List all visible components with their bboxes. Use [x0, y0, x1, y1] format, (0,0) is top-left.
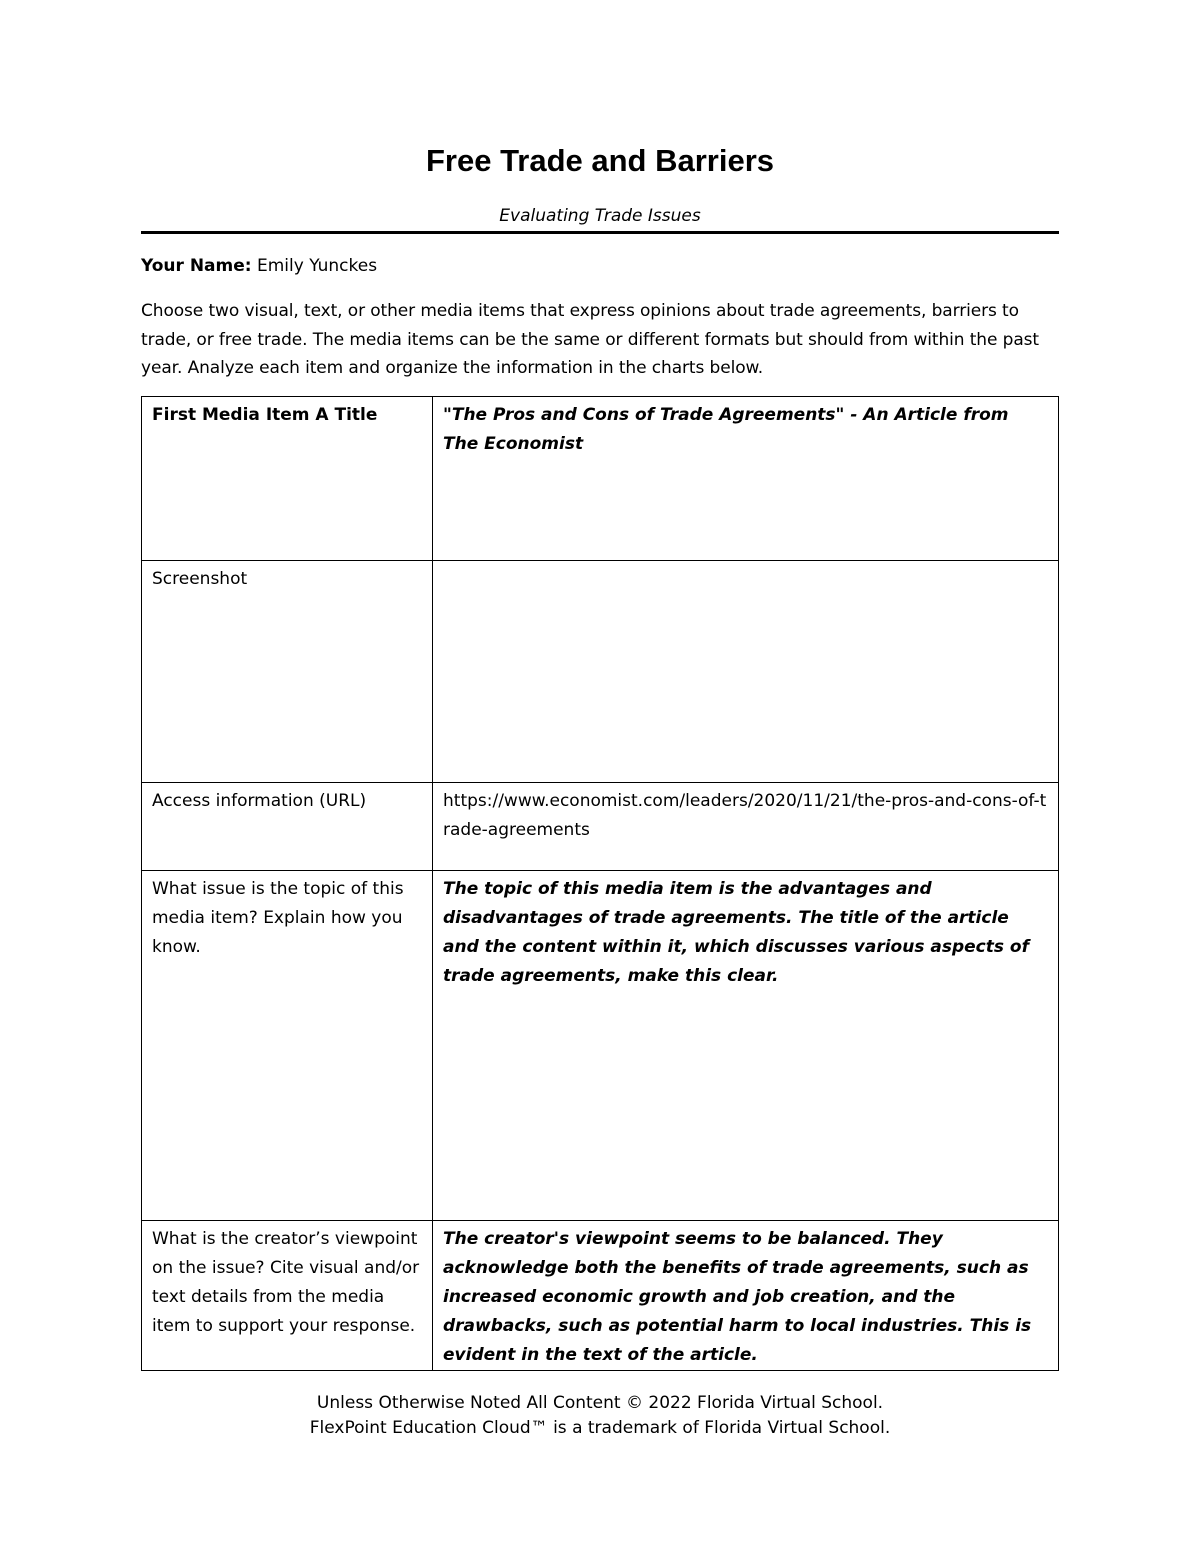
- table-row: [142, 561, 1059, 783]
- table-row: [142, 871, 1059, 1221]
- row-value-viewpoint: The creator's viewpoint seems to be balanced. They acknowledge both the benefits of trade agreements, such as increased economic growth and job creation, and the drawbacks, such as potential harm to local industries. This is evident in the text of the article.: [433, 1221, 1059, 1371]
- instructions-paragraph: Choose two visual, text, or other media items that express opinions about trade agreements, barriers to trade, or free trade. The media items can be the same or different formats but should from within the past year. Analyze each item and organize the information in the charts below.: [141, 301, 1039, 378]
- media-item-table: [141, 396, 1059, 1371]
- copyright-footer: [0, 1391, 1200, 1441]
- row-value-issue: The topic of this media item is the advantages and disadvantages of trade agreements. The title of the article and the content within it, which discusses various aspects of trade agreements, make this clear.: [433, 871, 1059, 1221]
- row-label-title: First Media Item A Title: [142, 397, 433, 561]
- row-value-url: https://www.economist.com/leaders/2020/11/21/the-pros-and-cons-of-trade-agreements: [433, 783, 1059, 871]
- document-subtitle: Evaluating Trade Issues: [499, 206, 701, 226]
- row-value-title: "The Pros and Cons of Trade Agreements" - An Article from The Economist: [433, 397, 1059, 561]
- document-title: Free Trade and Barriers: [425, 143, 775, 178]
- row-label-url: Access information (URL): [142, 783, 433, 871]
- table-row: [142, 1221, 1059, 1371]
- row-label-viewpoint: What is the creator’s viewpoint on the issue? Cite visual and/or text details from the media item to support your response.: [142, 1221, 433, 1371]
- row-label-issue: What issue is the topic of this media item? Explain how you know.: [142, 871, 433, 1221]
- footer-line-trademark: FlexPoint Education Cloud™ is a trademark of Florida Virtual School.: [309, 1418, 891, 1438]
- name-label: Your Name:: [141, 256, 252, 276]
- table-row: [142, 783, 1059, 871]
- name-value: Emily Yunckes: [256, 256, 378, 276]
- student-name-line: [141, 256, 377, 276]
- header-divider: [141, 231, 1059, 234]
- footer-line-copyright: Unless Otherwise Noted All Content © 2022 Florida Virtual School.: [316, 1393, 884, 1413]
- table-row: [142, 397, 1059, 561]
- row-value-screenshot: [433, 561, 1059, 783]
- row-label-screenshot: Screenshot: [142, 561, 433, 783]
